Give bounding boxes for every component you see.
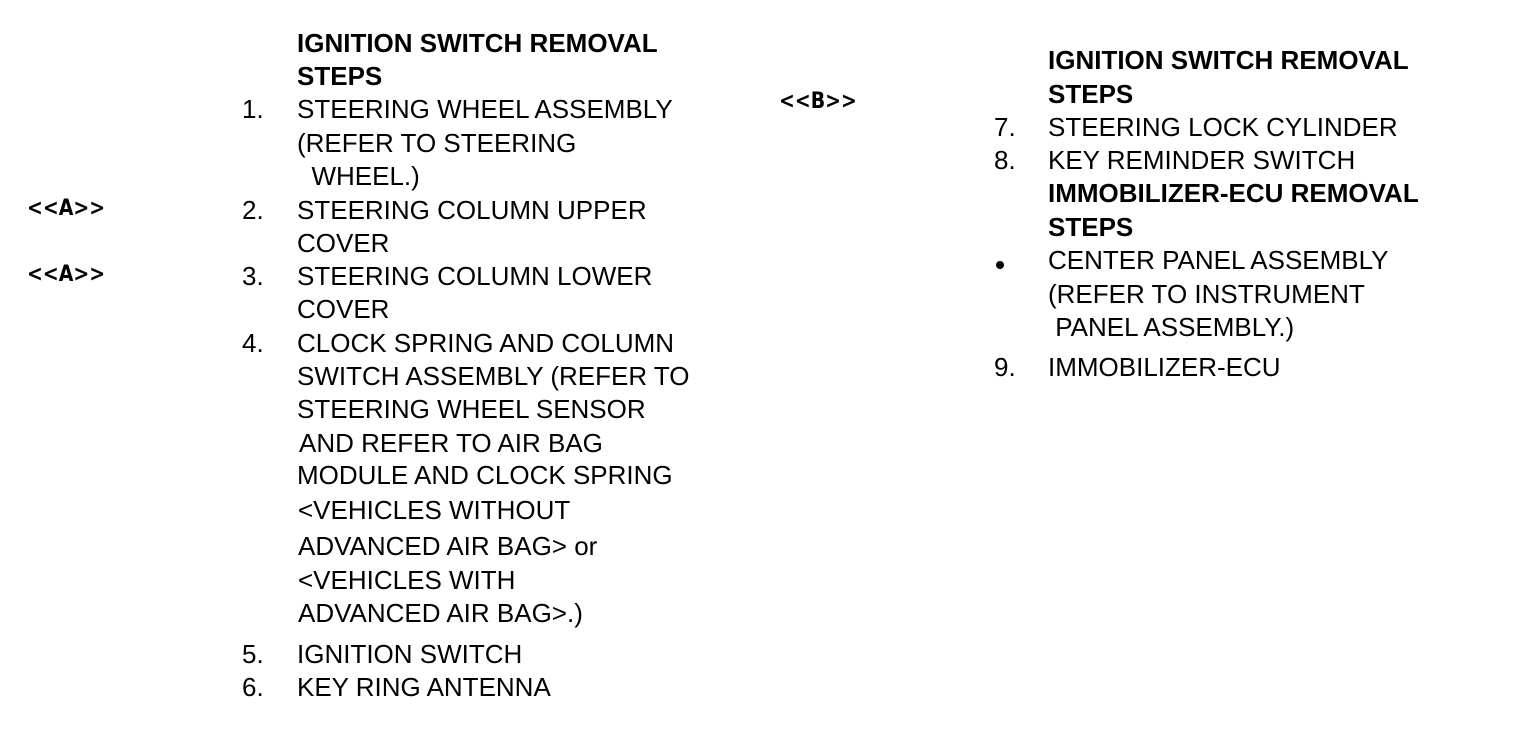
step-number: 5. [242,639,264,669]
step-text: PANEL ASSEMBLY.) [1048,312,1295,342]
step-text: ADVANCED AIR BAG> or [298,531,598,561]
step-text: ADVANCED AIR BAG>.) [298,598,583,628]
step-text: STEERING COLUMN LOWER [297,261,653,291]
step-number: 6. [242,672,264,702]
step-text: SWITCH ASSEMBLY (REFER TO [297,361,690,391]
right-heading-line2: STEPS [1048,79,1134,109]
step-text: IMMOBILIZER-ECU [1048,352,1281,382]
step-text: <VEHICLES WITHOUT [298,495,571,525]
step-text: MODULE AND CLOCK SPRING [297,460,673,490]
step-text: STEERING COLUMN UPPER [297,195,647,225]
step-text: KEY RING ANTENNA [297,672,551,702]
step-text: STEERING WHEEL SENSOR [297,394,646,424]
immobilizer-heading-line2: STEPS [1048,212,1134,242]
step-text: IGNITION SWITCH [297,639,523,669]
step-text: CENTER PANEL ASSEMBLY [1048,245,1389,275]
immobilizer-heading-line1: IMMOBILIZER-ECU REMOVAL [1048,178,1419,208]
step-number: 8. [994,145,1016,175]
procedure-tag-b: <<B>> [779,89,857,114]
step-number: 2. [242,195,264,225]
step-number: 3. [242,261,264,291]
step-text: COVER [297,228,390,258]
step-number: 7. [994,112,1016,142]
step-text: AND REFER TO AIR BAG [299,428,603,458]
procedure-tag-a: <<A>> [27,196,106,221]
procedure-tag-a: <<A>> [27,262,106,287]
left-heading-line2: STEPS [297,61,383,91]
step-text: (REFER TO STEERING [297,128,577,158]
step-text: (REFER TO INSTRUMENT [1048,279,1365,309]
step-number: 1. [242,94,264,124]
step-text: STEERING WHEEL ASSEMBLY [297,94,673,124]
bullet-icon [996,261,1004,269]
step-text: STEERING LOCK CYLINDER [1048,112,1398,142]
step-text: COVER [297,294,390,324]
left-heading-line1: IGNITION SWITCH REMOVAL [297,28,658,58]
step-text: CLOCK SPRING AND COLUMN [297,328,675,358]
step-number: 4. [242,328,264,358]
step-number: 9. [994,352,1016,382]
right-heading-line1: IGNITION SWITCH REMOVAL [1048,45,1409,75]
step-text: WHEEL.) [297,161,420,191]
step-text: <VEHICLES WITH [298,565,516,595]
step-text: KEY REMINDER SWITCH [1048,145,1356,175]
